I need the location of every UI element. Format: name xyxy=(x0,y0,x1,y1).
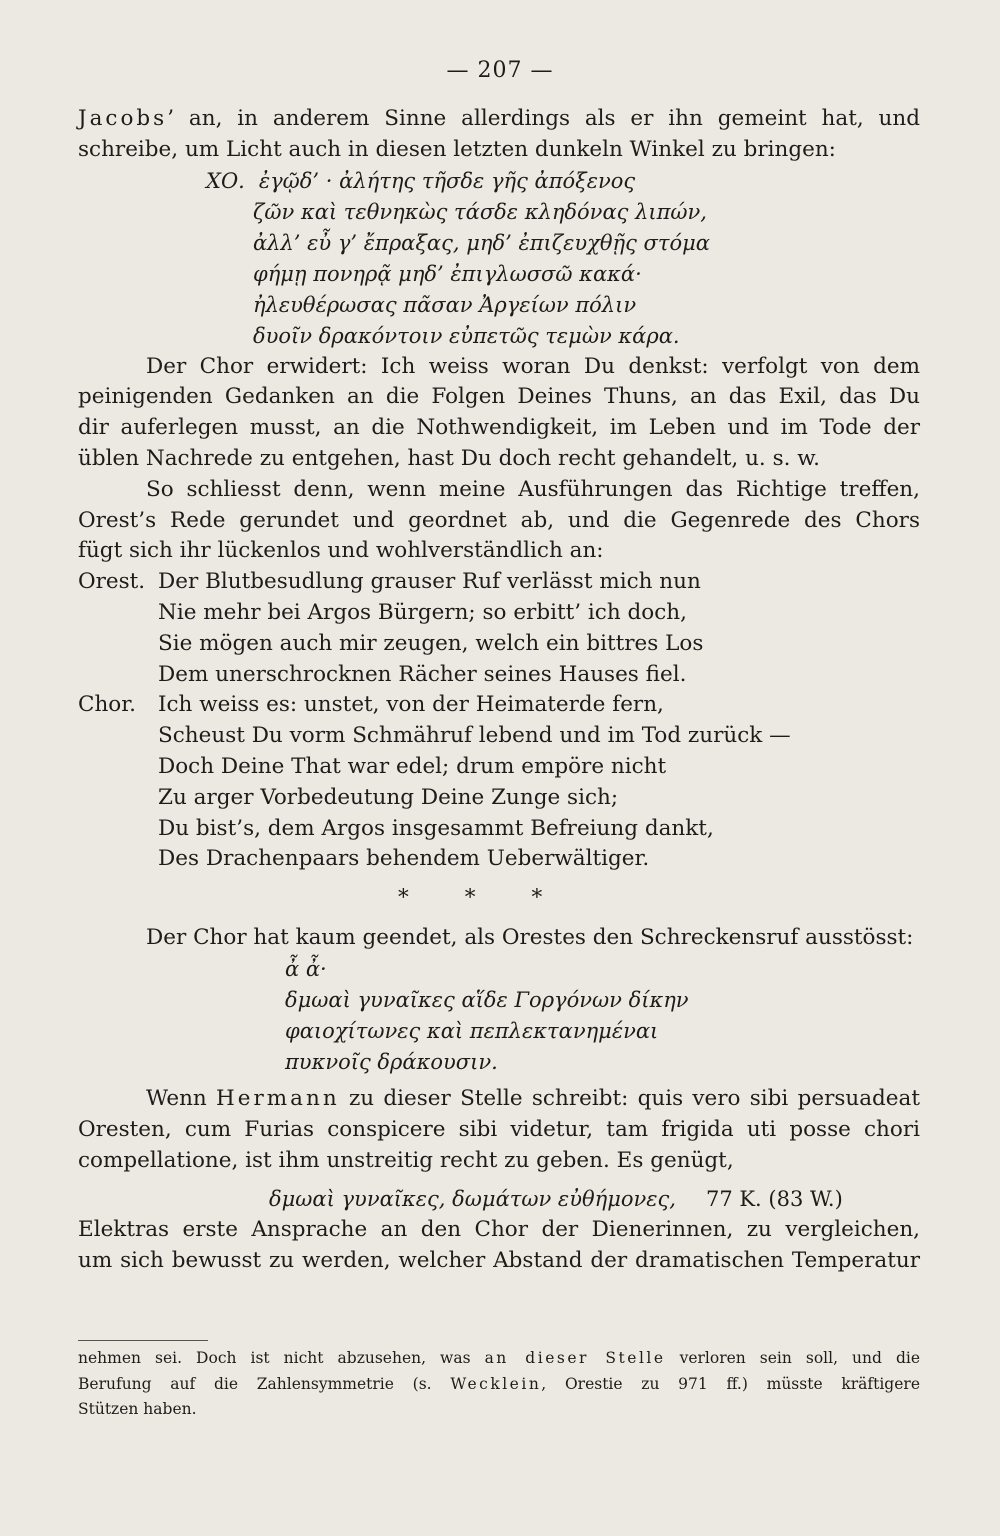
greek-line: ἀλλ’ εὖ γ’ ἔπραξας, μηδ’ ἐπιζευχθῇς στόμα xyxy=(253,230,710,255)
speaker-orest: Orest. xyxy=(78,569,146,595)
verse-line: Du bist’s, dem Argos insgesammt Befreiung dankt, xyxy=(158,815,714,841)
main-text xyxy=(78,104,920,1277)
verse-line: Chor. Ich weiss es: unstet, von der Heimaterde fern, xyxy=(78,690,920,721)
verse-line: Zu arger Vorbedeutung Deine Zunge sich; xyxy=(158,784,619,810)
verse-line: Des Drachenpaars behendem Ueberwältiger. xyxy=(158,846,650,872)
para2-line: peinigenden Gedanken an die Folgen Deines Thuns, an das Exil, das Du xyxy=(78,384,920,410)
greek-line: ΧΟ. ἐγῷδ’ · ἀλήτης τῆσδε γῆς ἀπόξενος xyxy=(206,168,636,193)
para4-line: Der Chor hat kaum geendet, als Orestes den Schreckensruf ausstösst: xyxy=(146,925,914,951)
para2-line: dir auferlegen musst, an die Nothwendigkeit, im Leben und im Tode der xyxy=(78,415,920,441)
para3-line: fügt sich ihr lückenlos und wohlverständlich an: xyxy=(78,538,604,564)
verse-line: Nie mehr bei Argos Bürgern; so erbitt’ ich doch, xyxy=(158,599,687,625)
greek-line: φαιοχίτωνες καὶ πεπλεκτανημέναι xyxy=(285,1018,659,1043)
greek-line: ζῶν καὶ τεθνηκὼς τάσδε κληδόνας λιπών, xyxy=(253,199,707,224)
verse-translation xyxy=(78,567,920,875)
greek-line: ἠλευθέρωσας πᾶσαν Ἀργείων πόλιν xyxy=(253,292,637,317)
para1-line2: schreibe, um Licht auch in diesen letzten dunkeln Winkel zu bringen: xyxy=(78,136,836,162)
para3-line: So schliesst denn, wenn meine Ausführungen das Richtige treffen, xyxy=(146,476,920,502)
greek-line: ἆ ἆ· xyxy=(285,956,327,981)
para2-line: üblen Nachrede zu entgehen, hast Du doch recht gehandelt, u. s. w. xyxy=(78,445,820,471)
asterisk: * xyxy=(398,885,409,911)
verse-line: Sie mögen auch mir zeugen, welch ein bittres Los xyxy=(158,630,704,656)
para3-line: Orest’s Rede gerundet und geordnet ab, und die Gegenrede des Chors xyxy=(78,507,920,533)
speaker-chor: Chor. xyxy=(78,692,136,718)
page-number: — 207 — xyxy=(446,58,554,83)
verse-line: Orest. Der Blutbesudlung grauser Ruf verlässt mich nun xyxy=(78,567,920,598)
para5-line1: Wenn Hermann zu dieser Stelle schreibt: quis vero sibi persuadeat xyxy=(146,1085,920,1111)
footnote-rule xyxy=(78,1340,208,1341)
author-name-jacobs: Jacobs xyxy=(78,106,168,131)
verse-line: Doch Deine That war edel; drum empöre nicht xyxy=(158,753,667,779)
para6-line: um sich bewusst zu werden, welcher Abstand der dramatischen Temperatur xyxy=(78,1248,920,1274)
verse-line: Dem unerschrocknen Rächer seines Hauses fiel. xyxy=(158,661,687,687)
para1-line1: Jacobs’ an, in anderem Sinne allerdings als er ihn gemeint hat, und xyxy=(78,106,920,131)
section-break-asterisks xyxy=(78,883,920,913)
para5-line: Oresten, cum Furias conspicere sibi videtur, tam frigida uti posse chori xyxy=(78,1116,920,1142)
greek-line: φήμῃ πονηρᾷ μηδ’ ἐπιγλωσσῶ κακά· xyxy=(253,261,642,286)
footnote-line: nehmen sei. Doch ist nicht abzusehen, was an dieser Stelle verloren sein soll, und die xyxy=(78,1349,921,1367)
para2-line: Der Chor erwidert: Ich weiss woran Du denkst: verfolgt von dem xyxy=(146,353,920,379)
footnote xyxy=(78,1346,920,1423)
verse-reference: 77 K. (83 W.) xyxy=(705,1187,843,1212)
para6-line: Elektras erste Ansprache an den Chor der Dienerinnen, zu vergleichen, xyxy=(78,1217,920,1243)
author-name-hermann: Hermann xyxy=(216,1085,340,1111)
greek-quote-1 xyxy=(78,166,920,352)
greek-speaker: ΧΟ. xyxy=(206,168,245,193)
verse-line: Scheust Du vorm Schmähruf lebend und im Tod zurück — xyxy=(158,723,791,749)
greek-quote-3: δμωαὶ γυναῖκες, δωμάτων εὐθήμονες, 77 K. (83 W.) xyxy=(269,1187,843,1212)
greek-line: δυοῖν δρακόντοιν εὐπετῶς τεμὼν κάρα. xyxy=(253,323,680,348)
greek-line: δμωαὶ γυναῖκες αἵδε Γοργόνων δίκην xyxy=(285,987,689,1012)
footnote-line: Berufung auf die Zahlensymmetrie (s. Wecklein, Orestie zu 971 ff.) müsste kräftigere xyxy=(78,1374,920,1393)
para5-line: compellatione, ist ihm unstreitig recht zu geben. Es genügt, xyxy=(78,1147,734,1173)
greek-quote-2 xyxy=(78,954,920,1078)
greek-line: πυκνοῖς δράκουσιν. xyxy=(285,1049,498,1074)
asterisk: * xyxy=(531,885,543,911)
asterisk: * xyxy=(464,885,476,911)
footnote-line: Stützen haben. xyxy=(78,1400,197,1418)
